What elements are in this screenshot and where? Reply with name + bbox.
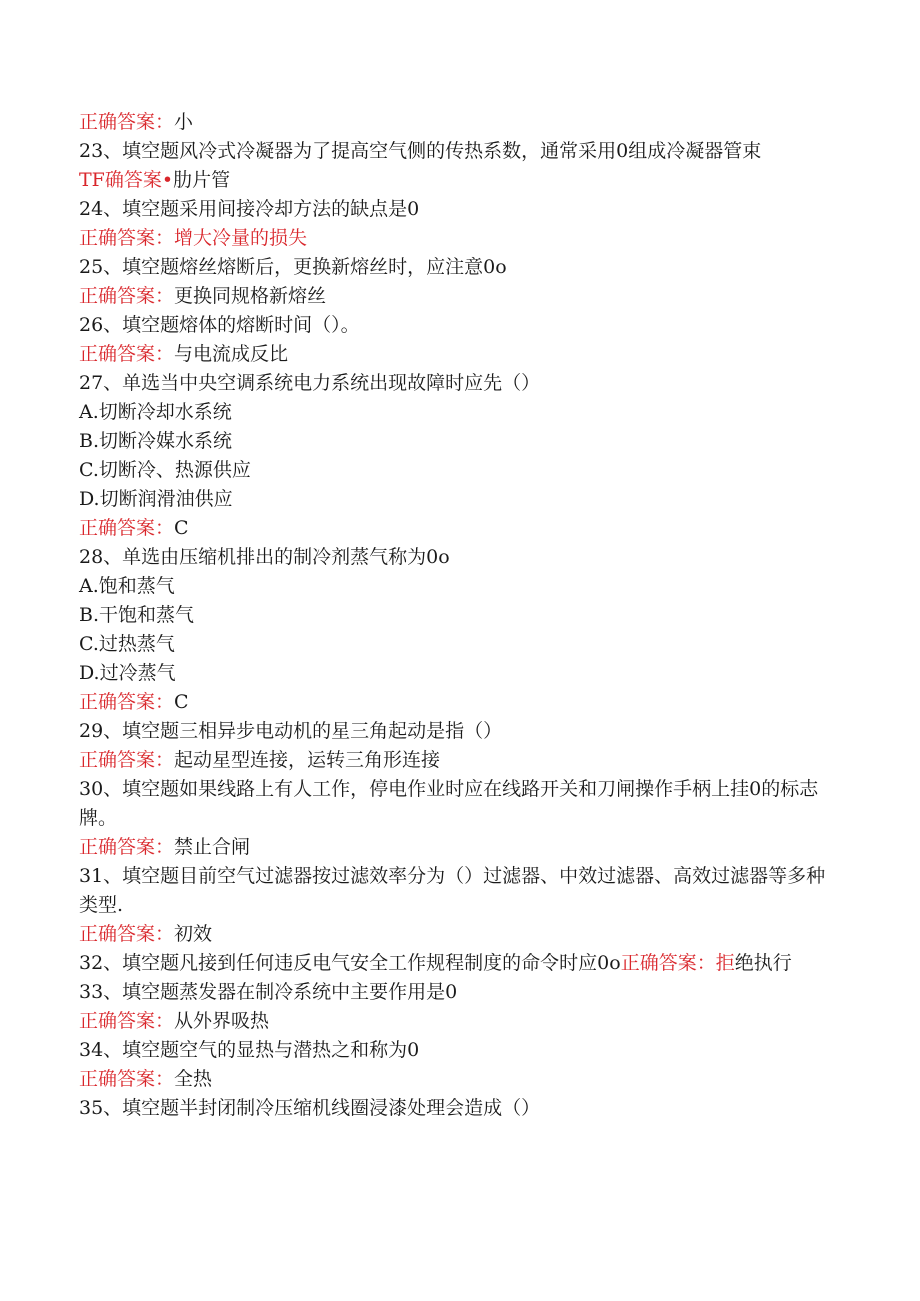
answer-value: 小 <box>174 111 194 133</box>
question-24: 24、填空题采用间接冷却方法的缺点是0 <box>79 198 420 220</box>
answer-label: 正确答案： <box>620 952 716 974</box>
question-26: 26、填空题熔体的熔断时间（）。 <box>79 314 360 336</box>
answer-value: 增大冷量的损失 <box>174 227 308 249</box>
answer-line-34 <box>79 1065 841 1094</box>
answer-value: 肋片管 <box>173 169 231 191</box>
option-a: A.饱和蒸气 <box>79 575 175 597</box>
answer-value: 更换同规格新熔丝 <box>174 285 327 307</box>
option-a: A.切断冷却水系统 <box>79 401 232 423</box>
answer-value: 起动星型连接，运转三角形连接 <box>174 749 441 771</box>
document-page <box>79 108 841 1123</box>
option-c: C.过热蒸气 <box>79 633 175 655</box>
answer-label: 正确答案： <box>79 1068 175 1090</box>
question-31: 31、填空题目前空气过滤器按过滤效率分为（）过滤器、中效过滤器、高效过滤器等多种类型. <box>79 865 826 916</box>
answer-value: 从外界吸热 <box>174 1010 270 1032</box>
answer-label: 正确答案： <box>79 691 175 713</box>
question-28: 28、单选由压缩机排出的制冷剂蒸气称为0o <box>79 546 450 568</box>
answer-label: 正确答案： <box>79 836 175 858</box>
question-29: 29、填空题三相异步电动机的星三角起动是指（） <box>79 720 503 742</box>
answer-line-26 <box>79 340 841 369</box>
option-d: D.过冷蒸气 <box>79 662 176 684</box>
answer-value: 全热 <box>174 1068 213 1090</box>
answer-value: C <box>174 691 189 713</box>
answer-line-23 <box>79 166 841 195</box>
question-32 <box>79 949 841 978</box>
answer-label: 正确答案： <box>79 343 175 365</box>
question-23: 23、填空题风冷式冷凝器为了提高空气侧的传热系数，通常采用0组成冷凝器管束 <box>79 140 762 162</box>
answer-value: 禁止合闸 <box>174 836 251 858</box>
question-35: 35、填空题半封闭制冷压缩机线圈浸漆处理会造成（） <box>79 1097 541 1119</box>
answer-label: 正确答案： <box>79 285 175 307</box>
question-text: 32、填空题凡接到任何违反电气安全工作规程制度的命令时应0o <box>79 952 621 974</box>
option-c: C.切断冷、热源供应 <box>79 459 251 481</box>
question-34: 34、填空题空气的显热与潜热之和称为0 <box>79 1039 420 1061</box>
answer-value: 初效 <box>174 923 213 945</box>
question-27: 27、单选当中央空调系统电力系统出现故障时应先（） <box>79 372 541 394</box>
answer-label: 正确答案： <box>79 1010 175 1032</box>
option-b: B.切断冷媒水系统 <box>79 430 233 452</box>
answer-line-30 <box>79 833 841 862</box>
answer-line-25 <box>79 282 841 311</box>
question-25: 25、填空题熔丝熔断后，更换新熔丝时，应注意0o <box>79 256 507 278</box>
question-33: 33、填空题蒸发器在制冷系统中主要作用是0 <box>79 981 458 1003</box>
answer-label: TF确答案• <box>79 169 174 191</box>
answer-line-33 <box>79 1007 841 1036</box>
option-d: D.切断润滑油供应 <box>79 488 233 510</box>
option-b: B.干饱和蒸气 <box>79 604 195 626</box>
answer-label: 正确答案： <box>79 923 175 945</box>
answer-label: 正确答案： <box>79 517 175 539</box>
question-30: 30、填空题如果线路上有人工作，停电作业时应在线路开关和刀闸操作手柄上挂0的标志牌。 <box>79 778 819 829</box>
answer-label: 正确答案： <box>79 111 175 133</box>
answer-value: 与电流成反比 <box>174 343 289 365</box>
answer-line-29 <box>79 746 841 775</box>
answer-line-31 <box>79 920 841 949</box>
answer-line-28 <box>79 688 841 717</box>
answer-line-27 <box>79 514 841 543</box>
answer-line-24 <box>79 224 841 253</box>
answer-label: 正确答案： <box>79 227 175 249</box>
answer-value-head: 拒 <box>715 952 735 974</box>
answer-value-tail: 绝执行 <box>734 952 792 974</box>
answer-value: C <box>174 517 189 539</box>
answer-label: 正确答案： <box>79 749 175 771</box>
answer-line-22 <box>79 108 841 137</box>
